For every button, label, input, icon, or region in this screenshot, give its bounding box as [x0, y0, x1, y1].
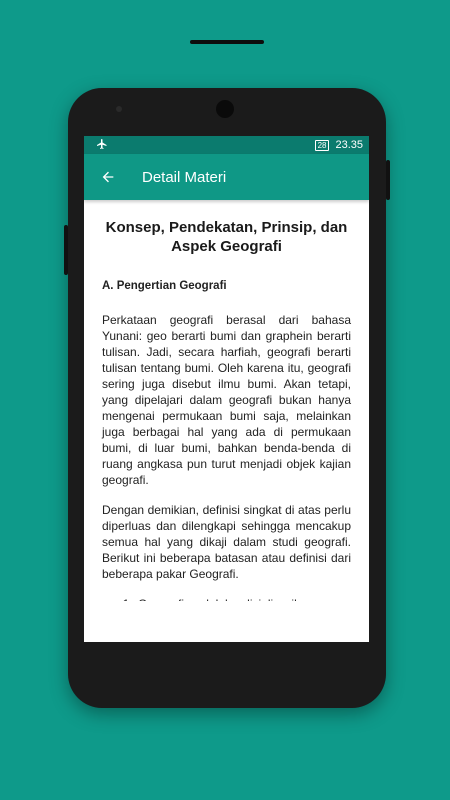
- app-bar: [84, 154, 369, 200]
- power-button: [386, 160, 390, 200]
- article-title: Konsep, Pendekatan, Prinsip, dan Aspek Geografi: [105, 219, 348, 255]
- volume-button: [64, 225, 68, 275]
- back-arrow-icon[interactable]: [96, 165, 120, 189]
- phone-speaker: [190, 40, 264, 44]
- section-heading: A. Pengertian Geografi: [102, 280, 227, 292]
- status-time: 23.35: [335, 139, 363, 151]
- phone-screen: [84, 136, 369, 642]
- front-camera: [216, 100, 234, 118]
- battery-indicator: 28: [315, 140, 330, 151]
- paragraph-2: Dengan demikian, definisi singkat di atas perlu diperluas dan dilengkapi sehingga mencakup semua hal yang dikaji dalam studi geografi. Berikut ini beberapa batasan atau definisi dari beberapa pakar Geografi.: [102, 503, 351, 581]
- bottom-cutoff: [84, 601, 369, 642]
- paragraph-1: Perkataan geografi berasal dari bahasa Yunani: geo berarti bumi dan graphein berarti tulisan. Jadi, secara harfiah, geografi berarti tulisan tentang bumi. Oleh karena itu, geografi sering juga disebut ilmu bumi. Akan tetapi, yang dipelajari dalam geografi bukan hanya mengenai permukaan bumi saja, melainkan juga berbagai hal yang ada di permukaan bumi, di luar bumi, bahkan benda-benda di ruang angkasa pun turut menjadi objek kajian geografi.: [102, 313, 351, 487]
- proximity-sensor: [116, 106, 122, 112]
- app-bar-title: Detail Materi: [142, 168, 227, 186]
- status-bar: [84, 136, 369, 154]
- article-content: [84, 200, 369, 642]
- airplane-icon: [96, 138, 108, 153]
